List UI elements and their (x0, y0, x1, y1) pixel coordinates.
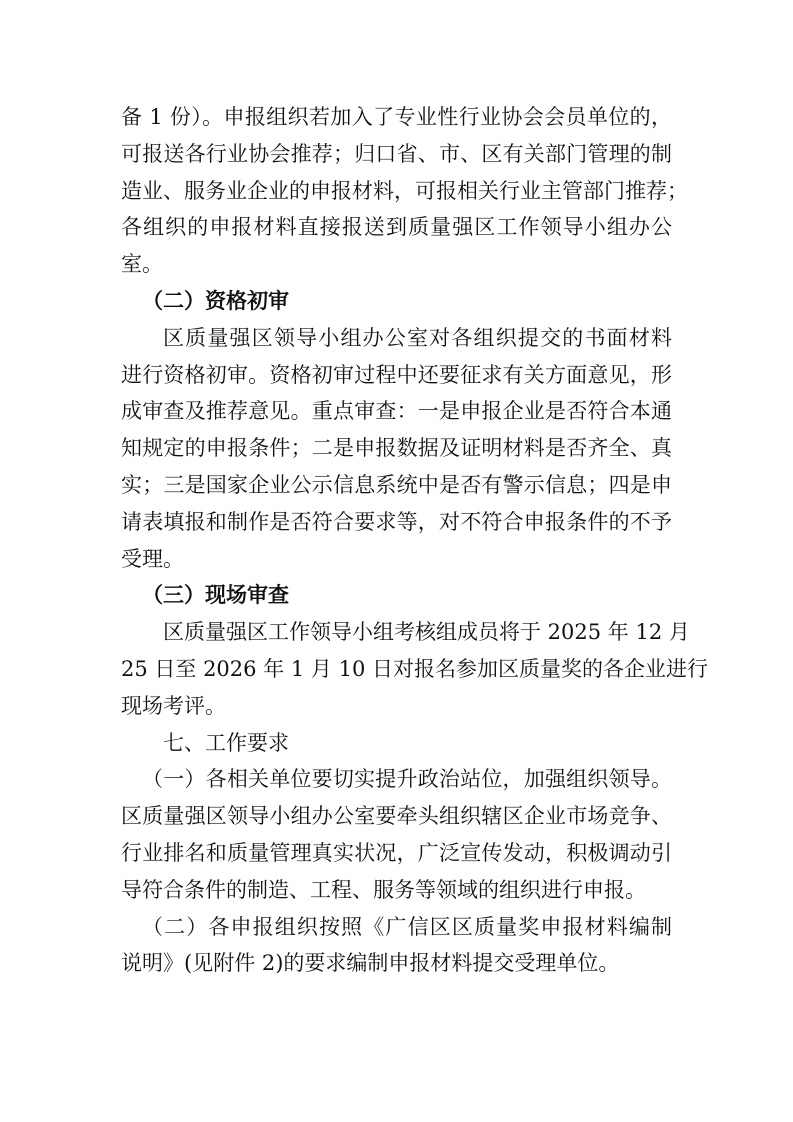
text-line: 成审查及推荐意见。重点审查：一是申报企业是否符合本通 (121, 399, 672, 424)
section-heading-qualification-review: （二）资格初审 (142, 287, 289, 313)
text-line: 区质量强区领导小组办公室要牵头组织辖区企业市场竞争、 (121, 804, 672, 829)
paragraph-qualification-review (121, 320, 672, 578)
text-line: 现场考评。 (121, 693, 226, 718)
text-line: 导符合条件的制造、工程、服务等领域的组织进行申报。 (121, 877, 646, 902)
text-line: 25 日至 2026 年 1 月 10 日对报名参加区质量奖的各企业进行 (121, 656, 708, 681)
text-line: 造业、服务业企业的申报材料，可报相关行业主管部门推荐； (121, 178, 688, 203)
paragraph-submission-channels (121, 99, 688, 283)
paragraph-requirement-2 (121, 909, 672, 983)
text-line: 区质量强区工作领导小组考核组成员将于 2025 年 12 月 (163, 620, 690, 645)
paragraph-requirement-1 (121, 761, 672, 908)
text-line: 知规定的申报条件；二是申报数据及证明材料是否齐全、真 (121, 436, 672, 461)
text-line: 室。 (121, 252, 163, 277)
text-line: 进行资格初审。资格初审过程中还要征求有关方面意见，形 (121, 362, 672, 387)
section-heading-work-requirements: 七、工作要求 (163, 730, 289, 755)
text-line: 受理。 (121, 546, 184, 571)
text-line: 实；三是国家企业公示信息系统中是否有警示信息；四是申 (121, 472, 672, 497)
paragraph-onsite-review (121, 614, 708, 724)
text-line: 可报送各行业协会推荐；归口省、市、区有关部门管理的制 (121, 141, 672, 166)
text-line: 备 1 份）。申报组织若加入了专业性行业协会会员单位的， (121, 105, 672, 129)
section-heading-onsite-review: （三）现场审查 (142, 582, 289, 608)
text-line: 请表填报和制作是否符合要求等，对不符合申报条件的不予 (121, 509, 672, 534)
text-line: （二）各申报组织按照《广信区区质量奖申报材料编制 (142, 914, 672, 939)
text-line: 各组织的申报材料直接报送到质量强区工作领导小组办公 (121, 215, 672, 240)
text-line: 行业排名和质量管理真实状况，广泛宣传发动，积极调动引 (121, 840, 672, 865)
text-line: （一）各相关单位要切实提升政治站位，加强组织领导。 (142, 767, 672, 792)
text-line: 区质量强区领导小组办公室对各组织提交的书面材料 (163, 325, 672, 350)
text-line: 说明》(见附件 2)的要求编制申报材料提交受理单位。 (121, 951, 620, 976)
